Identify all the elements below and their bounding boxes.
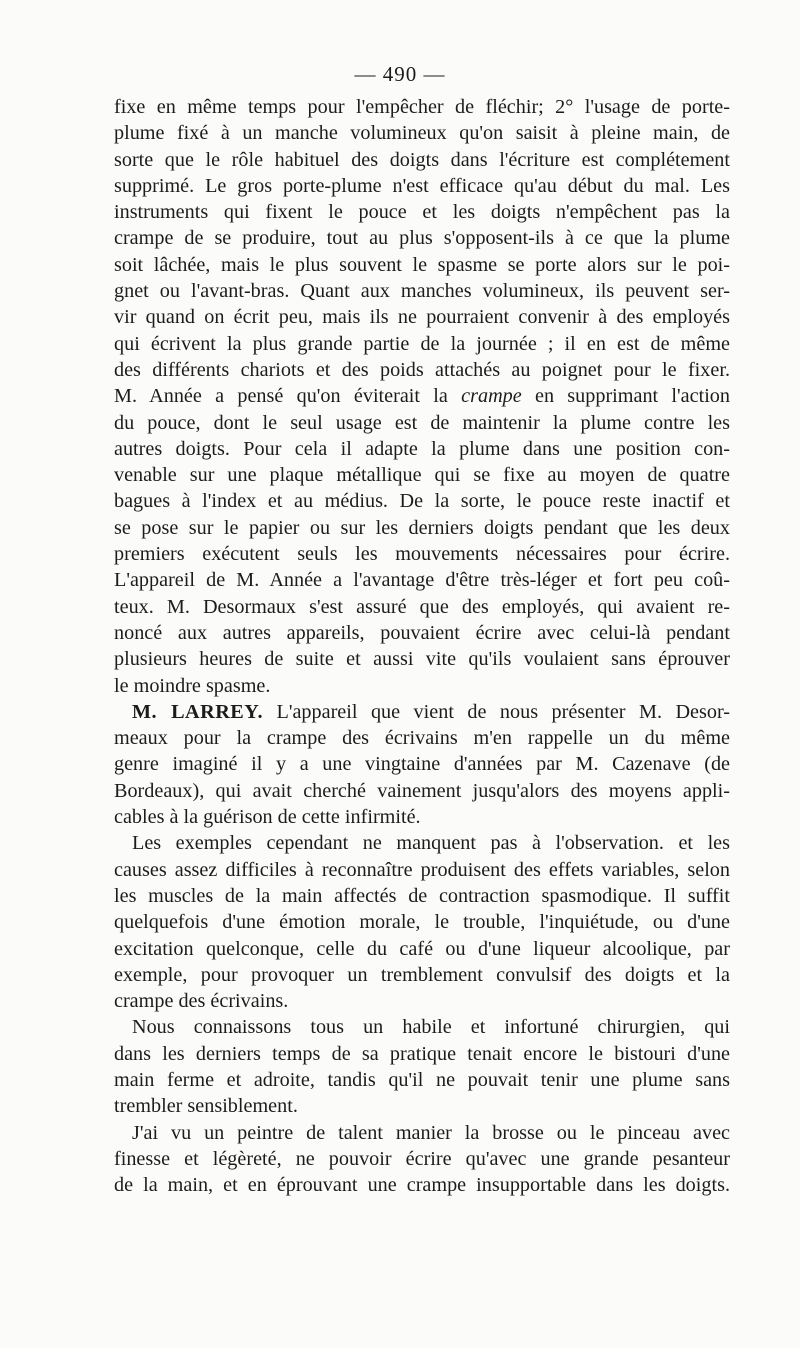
paragraph bbox=[114, 94, 730, 383]
text-line: les muscles de la main affectés de contraction spasmodique. Il suffit bbox=[114, 884, 730, 907]
paragraph bbox=[114, 699, 730, 830]
text-line: autres doigts. Pour cela il adapte la plume dans une position con- bbox=[114, 437, 730, 460]
text-line: cables à la guérison de cette infirmité. bbox=[114, 806, 421, 829]
text-line: supprimé. Le gros porte-plume n'est efficace qu'au début du mal. Les bbox=[114, 174, 730, 197]
text-line: Nous connaissons tous un habile et infortuné chirurgien, qui bbox=[132, 1016, 730, 1039]
text-segment: L'appareil que vient de nous présenter M. Desor- bbox=[263, 700, 730, 723]
text-line: meaux pour la crampe des écrivains m'en rappelle un du même bbox=[114, 727, 730, 750]
emphasis-text: crampe bbox=[461, 385, 522, 408]
text-line: du pouce, dont le seul usage est de maintenir la plume contre les bbox=[114, 411, 730, 434]
text-line: se pose sur le papier ou sur les derniers doigts pendant que les deux bbox=[114, 516, 730, 539]
text-line: premiers exécutent seuls les mouvements nécessaires pour écrire. bbox=[114, 543, 730, 566]
text-line: quelquefois d'une émotion morale, le trouble, l'inquiétude, ou d'une bbox=[114, 911, 730, 934]
text-line: Les exemples cependant ne manquent pas à l'observation. et les bbox=[132, 832, 730, 855]
text-line: excitation quelconque, celle du café ou d'une liqueur alcoolique, par bbox=[114, 937, 730, 960]
paragraph bbox=[114, 1014, 730, 1119]
text-line: instruments qui fixent le pouce et les doigts n'empêchent pas la bbox=[114, 201, 730, 224]
text-line: plusieurs heures de suite et aussi vite qu'ils voulaient sans éprouver bbox=[114, 648, 730, 671]
text-line: soit lâchée, mais le plus souvent le spasme se porte alors sur le poi- bbox=[114, 253, 730, 276]
text-line: causes assez difficiles à reconnaître produisent des effets variables, selon bbox=[114, 858, 730, 881]
text-line: des différents chariots et des poids attachés au poignet pour le fixer. bbox=[114, 358, 730, 381]
text-line: vir quand on écrit peu, mais ils ne pourraient convenir à des employés bbox=[114, 306, 730, 329]
text-line: bagues à l'index et au médius. De la sorte, le pouce reste inactif et bbox=[114, 490, 730, 513]
speaker-name: M. LARREY. bbox=[132, 700, 264, 723]
text-segment: M. Année a pensé qu'on éviterait la bbox=[114, 385, 462, 408]
text-line: teux. M. Desormaux s'est assuré que des employés, qui avaient re- bbox=[114, 595, 730, 618]
text-line: noncé aux autres appareils, pouvaient écrire avec celui-là pendant bbox=[114, 621, 730, 644]
text-segment: en supprimant l'action bbox=[521, 385, 730, 408]
body-text bbox=[114, 94, 730, 1198]
paragraph bbox=[114, 1120, 730, 1199]
text-line: venable sur une plaque métallique qui se fixe au moyen de quatre bbox=[114, 464, 730, 487]
text-line: crampe des écrivains. bbox=[114, 990, 289, 1013]
text-line bbox=[114, 383, 730, 409]
paragraph bbox=[114, 830, 730, 1014]
text-line: sorte que le rôle habituel des doigts dans l'écriture est complétement bbox=[114, 148, 730, 171]
text-line: genre imaginé il y a une vingtaine d'années par M. Cazenave (de bbox=[114, 753, 730, 776]
text-line: qui écrivent la plus grande partie de la journée ; il en est de même bbox=[114, 332, 730, 355]
text-line: fixe en même temps pour l'empêcher de fléchir; 2° l'usage de porte- bbox=[114, 96, 730, 118]
text-line: crampe de se produire, tout au plus s'opposent-ils à ce que la plume bbox=[114, 227, 730, 250]
text-line: dans les derniers temps de sa pratique tenait encore le bistouri d'une bbox=[114, 1042, 730, 1065]
text-line: de la main, et en éprouvant une crampe insupportable dans les doigts. bbox=[114, 1174, 730, 1197]
text-line: main ferme et adroite, tandis qu'il ne pouvait tenir une plume sans bbox=[114, 1068, 730, 1091]
text-line: le moindre spasme. bbox=[114, 674, 271, 697]
text-line: finesse et légèreté, ne pouvoir écrire qu'avec une grande pesanteur bbox=[114, 1147, 730, 1170]
text-line: exemple, pour provoquer un tremblement convulsif des doigts et la bbox=[114, 963, 730, 986]
paragraph bbox=[114, 383, 730, 699]
text-line: gnet ou l'avant-bras. Quant aux manches volumineux, ils peuvent ser- bbox=[114, 280, 730, 303]
text-line: J'ai vu un peintre de talent manier la brosse ou le pinceau avec bbox=[132, 1121, 730, 1144]
page-number: — 490 — bbox=[354, 62, 446, 86]
text-line: Bordeaux), qui avait cherché vainement jusqu'alors des moyens appli- bbox=[114, 779, 730, 802]
text-line bbox=[114, 699, 730, 725]
text-line: L'appareil de M. Année a l'avantage d'être très-léger et fort peu coû- bbox=[114, 569, 730, 592]
text-line: trembler sensiblement. bbox=[114, 1095, 298, 1118]
text-line: plume fixé à un manche volumineux qu'on saisit à pleine main, de bbox=[114, 122, 730, 145]
